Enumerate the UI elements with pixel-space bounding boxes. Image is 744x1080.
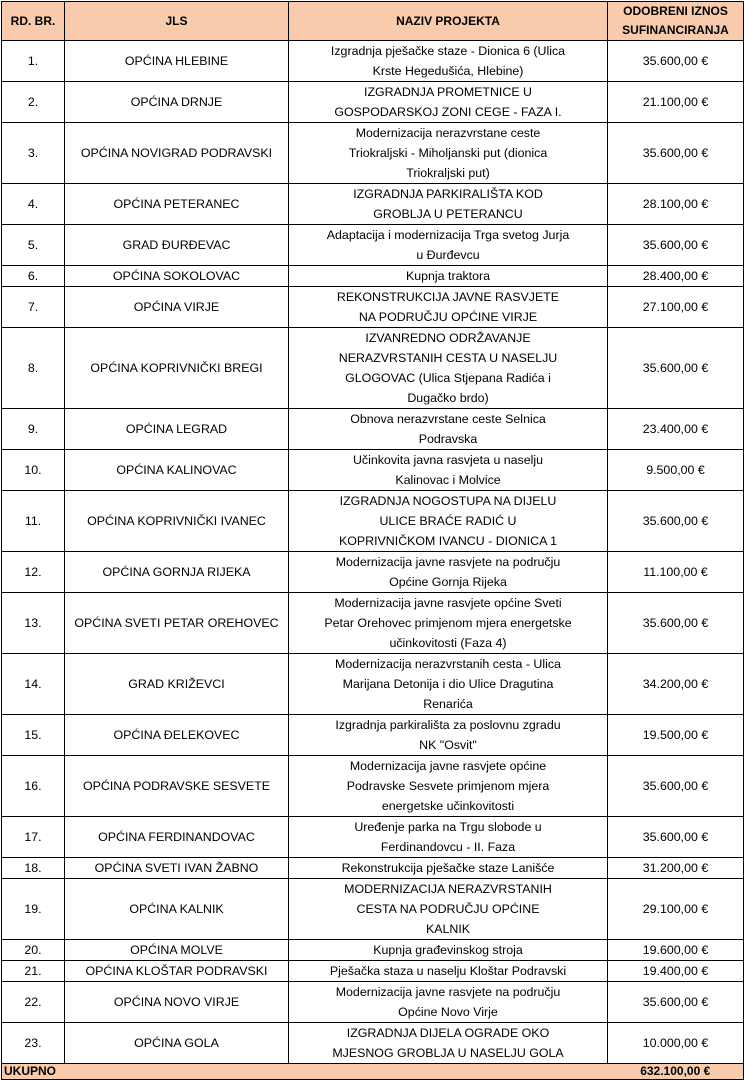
row-project [289,266,608,287]
row-jls: OPĆINA ĐELEKOVEC [65,715,289,756]
project-line: Izgradnja pješačke staze - Dionica 6 (Ulica [330,44,566,58]
row-number: 20. [2,940,65,961]
row-jls: GRAD KRIŽEVCI [65,654,289,715]
project-line: IZGRADNJA NOGOSTUPA NA DIJELU [339,494,557,508]
row-project [289,552,608,593]
row-amount: 35.600,00 € [608,593,744,654]
row-project [289,593,608,654]
table-body [2,41,744,1064]
row-project [289,858,608,879]
row-project [289,450,608,491]
project-line: KALNIK [425,922,471,936]
row-project [289,82,608,123]
row-jls: OPĆINA KOPRIVNIČKI BREGI [65,328,289,409]
cofinancing-table [1,1,744,1080]
row-number: 15. [2,715,65,756]
row-number: 18. [2,858,65,879]
row-jls: OPĆINA SVETI PETAR OREHOVEC [65,593,289,654]
row-number: 3. [2,123,65,184]
project-line: CESTA NA PODRUČJU OPĆINE [356,902,540,916]
row-amount: 21.100,00 € [608,82,744,123]
row-jls: OPĆINA PODRAVSKE SESVETE [65,756,289,817]
table-row [2,593,744,654]
table-row [2,184,744,225]
table-row [2,266,744,287]
project-line: Pješačka staza u naselju Kloštar Podravski [329,964,567,978]
row-jls: OPĆINA KALNIK [65,879,289,940]
row-jls: OPĆINA SVETI IVAN ŽABNO [65,858,289,879]
project-line: NK "Osvit" [419,738,477,752]
table-row [2,552,744,593]
table-row [2,328,744,409]
header-amount [608,2,744,41]
row-amount: 35.600,00 € [608,225,744,266]
row-number: 17. [2,817,65,858]
project-line: NERAZVRSTANIH CESTA U NASELJU [338,351,558,365]
table-row [2,982,744,1023]
project-line: Izgradnja parkirališta za poslovnu zgradu [335,718,561,732]
row-jls: OPĆINA LEGRAD [65,409,289,450]
row-amount: 19.600,00 € [608,940,744,961]
row-project [289,961,608,982]
project-line: Modernizacija javne rasvjete na području [335,985,561,999]
table-row [2,1023,744,1064]
project-line: Podravske Sesvete primjenom mjera [346,779,550,793]
row-number: 8. [2,328,65,409]
row-number: 12. [2,552,65,593]
row-number: 13. [2,593,65,654]
project-line: GROBLJA U PETERANCU [373,207,523,221]
project-line: Općine Gornja Rijeka [389,575,507,589]
row-jls: OPĆINA GOLA [65,1023,289,1064]
row-jls: OPĆINA KOPRIVNIČKI IVANEC [65,491,289,552]
table-row [2,225,744,266]
header-rb: RD. BR. [2,2,65,41]
row-amount: 10.000,00 € [608,1023,744,1064]
table-row [2,491,744,552]
row-project [289,715,608,756]
row-project [289,817,608,858]
table-row [2,41,744,82]
project-line: IZGRADNJA PROMETNICE U [364,85,532,99]
project-line: Marijana Detonija i dio Ulice Dragutina [342,677,554,691]
row-project [289,1023,608,1064]
table-row [2,756,744,817]
table-row [2,715,744,756]
row-number: 19. [2,879,65,940]
row-amount: 9.500,00 € [608,450,744,491]
row-amount: 19.400,00 € [608,961,744,982]
table-row [2,940,744,961]
row-project [289,879,608,940]
table-row [2,858,744,879]
row-amount: 35.600,00 € [608,756,744,817]
row-project [289,287,608,328]
project-line: Renarića [423,697,473,711]
project-line: Obnova nerazvrstane ceste Selnica [350,412,546,426]
project-line: Kupnja traktora [405,269,491,283]
project-line: IZVANREDNO ODRŽAVANJE [365,331,531,345]
row-amount: 34.200,00 € [608,654,744,715]
project-line: GOSPODARSKOJ ZONI CEGE - FAZA I. [334,105,562,119]
row-number: 23. [2,1023,65,1064]
row-number: 22. [2,982,65,1023]
project-line: Podravska [418,432,478,446]
row-amount: 28.400,00 € [608,266,744,287]
row-jls: OPĆINA DRNJE [65,82,289,123]
row-number: 2. [2,82,65,123]
row-number: 7. [2,287,65,328]
row-project [289,756,608,817]
row-amount: 19.500,00 € [608,715,744,756]
row-amount: 35.600,00 € [608,491,744,552]
header-amount-line2: SUFINANCIRANJA [622,23,729,37]
row-amount: 28.100,00 € [608,184,744,225]
row-jls: OPĆINA VIRJE [65,287,289,328]
row-number: 21. [2,961,65,982]
row-jls: OPĆINA KLOŠTAR PODRAVSKI [65,961,289,982]
project-line: REKONSTRUKCIJA JAVNE RASVJETE [336,290,560,304]
row-project [289,123,608,184]
project-line: Modernizacija javne rasvjete na području [335,555,561,569]
row-jls: OPĆINA MOLVE [65,940,289,961]
project-line: ULICE BRAĆE RADIĆ U [379,514,517,528]
project-line: KOPRIVNIČKOM IVANCU - DIONICA 1 [338,534,557,548]
row-amount: 31.200,00 € [608,858,744,879]
project-line: NA PODRUČJU OPĆINE VIRJE [358,310,538,324]
table-row [2,123,744,184]
row-number: 5. [2,225,65,266]
project-line: Uređenje parka na Trgu slobode u [354,820,542,834]
project-line: energetske učinkovitosti [381,799,515,813]
project-line: Ferdinandovcu - II. Faza [380,840,516,854]
project-line: Kupnja građevinskog stroja [373,943,523,957]
row-amount: 35.600,00 € [608,982,744,1023]
row-project [289,654,608,715]
row-jls: OPĆINA PETERANEC [65,184,289,225]
table-row [2,450,744,491]
row-number: 4. [2,184,65,225]
total-row [2,1064,744,1080]
table-row [2,817,744,858]
row-number: 11. [2,491,65,552]
table-row [2,879,744,940]
project-line: Kalinovac i Molvice [395,473,501,487]
project-line: Rekonstrukcija pješačke staze Lanišće [341,861,555,875]
row-number: 6. [2,266,65,287]
row-project [289,491,608,552]
row-project [289,982,608,1023]
project-line: Općine Novo Virje [398,1005,498,1019]
row-amount: 35.600,00 € [608,328,744,409]
project-line: MODERNIZACIJA NERAZVRSTANIH [344,882,552,896]
row-number: 1. [2,41,65,82]
row-project [289,225,608,266]
row-jls: OPĆINA HLEBINE [65,41,289,82]
project-line: IZGRADNJA DIJELA OGRADE OKO [346,1026,550,1040]
row-jls: OPĆINA SOKOLOVAC [65,266,289,287]
row-jls: OPĆINA NOVO VIRJE [65,982,289,1023]
row-jls: GRAD ĐURĐEVAC [65,225,289,266]
table-row [2,287,744,328]
project-line: IZGRADNJA PARKIRALIŠTA KOD [353,187,543,201]
row-project [289,328,608,409]
header-jls: JLS [65,2,289,41]
row-number: 10. [2,450,65,491]
row-amount: 29.100,00 € [608,879,744,940]
total-blank [65,1064,289,1080]
project-line: učinkovitosti (Faza 4) [389,636,507,650]
total-amount: 632.100,00 € [608,1064,744,1080]
header-amount-line1: ODOBRENI IZNOS [623,4,728,18]
table-row [2,961,744,982]
row-jls: OPĆINA FERDINANDOVAC [65,817,289,858]
project-line: Učinkovita javna rasvjeta u naselju [352,453,544,467]
row-jls: OPĆINA NOVIGRAD PODRAVSKI [65,123,289,184]
project-line: GLOGOVAC (Ulica Stjepana Radića i [345,371,551,385]
project-line: Adaptacija i modernizacija Trga svetog Jurja [326,228,570,242]
row-jls: OPĆINA GORNJA RIJEKA [65,552,289,593]
table-row [2,409,744,450]
project-line: Krste Hegedušića, Hlebine) [372,64,524,78]
row-jls: OPĆINA KALINOVAC [65,450,289,491]
project-line: Petar Orehovec primjenom mjera energetske [324,616,572,630]
row-number: 16. [2,756,65,817]
row-project [289,41,608,82]
total-blank [289,1064,608,1080]
row-project [289,184,608,225]
table-row [2,654,744,715]
row-number: 14. [2,654,65,715]
row-project [289,940,608,961]
project-line: Triokraljski - Miholjanski put (dionica [348,146,548,160]
row-number: 9. [2,409,65,450]
project-line: Triokraljski put) [406,166,490,180]
row-project [289,409,608,450]
project-line: MJESNOG GROBLJA U NASELJU GOLA [332,1046,564,1060]
project-line: Dugačko brdo) [407,391,489,405]
project-line: u Đurđevcu [416,248,480,262]
project-line: Modernizacija nerazvrstane ceste [355,126,541,140]
total-label: UKUPNO [2,1064,65,1080]
row-amount: 35.600,00 € [608,41,744,82]
project-line: Modernizacija javne rasvjete općine Sveti [334,596,562,610]
row-amount: 27.100,00 € [608,287,744,328]
row-amount: 23.400,00 € [608,409,744,450]
row-amount: 35.600,00 € [608,123,744,184]
header-project: NAZIV PROJEKTA [289,2,608,41]
row-amount: 11.100,00 € [608,552,744,593]
project-line: Modernizacija nerazvrstanih cesta - Ulica [335,657,561,671]
row-amount: 35.600,00 € [608,817,744,858]
table-row [2,82,744,123]
project-line: Modernizacija javne rasvjete općine [349,759,547,773]
header-row [2,2,744,41]
